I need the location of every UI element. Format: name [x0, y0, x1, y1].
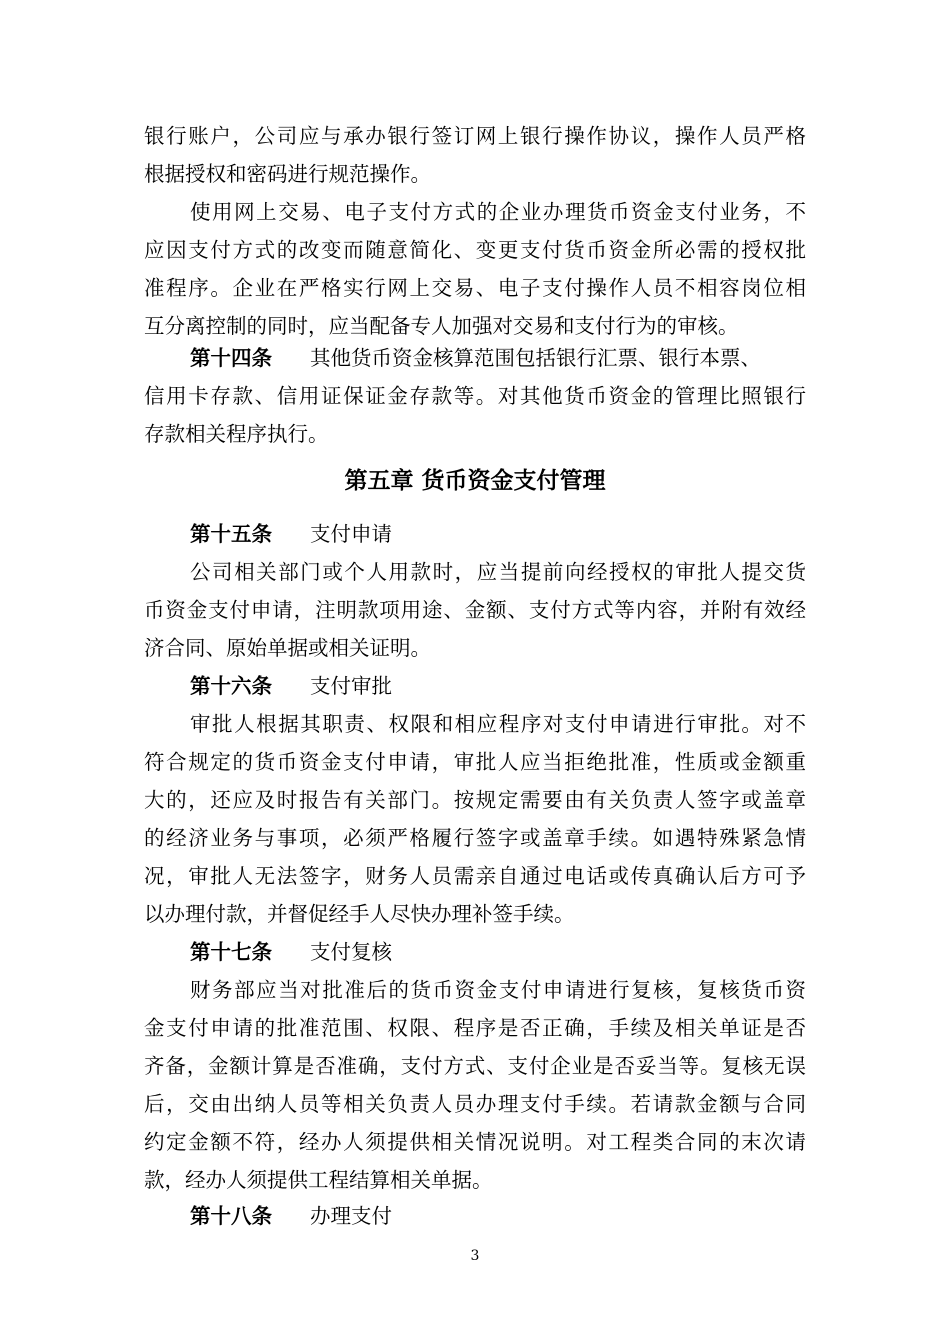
text-line: 准程序。企业在严格实行网上交易、电子支付操作人员不相容岗位相	[144, 276, 806, 300]
text-line: 公司相关部门或个人用款时，应当提前向经授权的审批人提交货	[190, 560, 806, 584]
text-line: 况，审批人无法签字，财务人员需亲自通过电话或传真确认后方可予	[144, 864, 806, 888]
text-line: 后，交由出纳人员等相关负责人员办理支付手续。若请款金额与合同	[144, 1092, 806, 1116]
text-line: 财务部应当对批准后的货币资金支付申请进行复核，复核货币资	[190, 978, 806, 1002]
article-text: 其他货币资金核算范围包括银行汇票、银行本票、	[310, 346, 761, 370]
article-title: 支付复核	[310, 940, 392, 964]
text-line: 存款相关程序执行。	[144, 422, 329, 446]
article-label: 第十五条	[190, 522, 272, 546]
article-title: 支付申请	[310, 522, 392, 546]
text-line: 约定金额不符，经办人须提供相关情况说明。对工程类合同的末次请	[144, 1130, 806, 1154]
text-line: 大的，还应及时报告有关部门。按规定需要由有关负责人签字或盖章	[144, 788, 806, 812]
article-label: 第十四条	[190, 346, 272, 370]
article-line	[190, 341, 806, 375]
chapter-heading: 第五章 货币资金支付管理	[344, 467, 606, 494]
article-line	[190, 517, 806, 551]
text-line: 信用卡存款、信用证保证金存款等。对其他货币资金的管理比照银行	[144, 384, 806, 408]
text-line: 以办理付款，并督促经手人尽快办理补签手续。	[144, 902, 575, 926]
text-line: 济合同、原始单据或相关证明。	[144, 636, 431, 660]
text-line: 金支付申请的批准范围、权限、程序是否正确，手续及相关单证是否	[144, 1016, 806, 1040]
text-line: 应因支付方式的改变而随意简化、变更支付货币资金所必需的授权批	[144, 238, 806, 262]
article-line	[190, 1199, 806, 1233]
text-line: 审批人根据其职责、权限和相应程序对支付申请进行审批。对不	[190, 712, 806, 736]
article-label: 第十七条	[190, 940, 272, 964]
text-line: 币资金支付申请，注明款项用途、金额、支付方式等内容，并附有效经	[144, 598, 806, 622]
article-title: 支付审批	[310, 674, 392, 698]
article-label: 第十六条	[190, 674, 272, 698]
article-line	[190, 669, 806, 703]
article-title: 办理支付	[310, 1204, 392, 1228]
text-line: 银行账户，公司应与承办银行签订网上银行操作协议，操作人员严格	[144, 124, 806, 148]
text-line: 符合规定的货币资金支付申请，审批人应当拒绝批准，性质或金额重	[144, 750, 806, 774]
text-line: 互分离控制的同时，应当配备专人加强对交易和支付行为的审核。	[144, 314, 739, 338]
page-number: 3	[470, 1248, 480, 1264]
text-line: 使用网上交易、电子支付方式的企业办理货币资金支付业务，不	[190, 200, 806, 224]
article-label: 第十八条	[190, 1204, 272, 1228]
article-line	[190, 935, 806, 969]
text-line: 款，经办人须提供工程结算相关单据。	[144, 1168, 493, 1192]
text-line: 的经济业务与事项，必须严格履行签字或盖章手续。如遇特殊紧急情	[144, 826, 806, 850]
text-line: 根据授权和密码进行规范操作。	[144, 162, 431, 186]
text-line: 齐备，金额计算是否准确，支付方式、支付企业是否妥当等。复核无误	[144, 1054, 806, 1078]
